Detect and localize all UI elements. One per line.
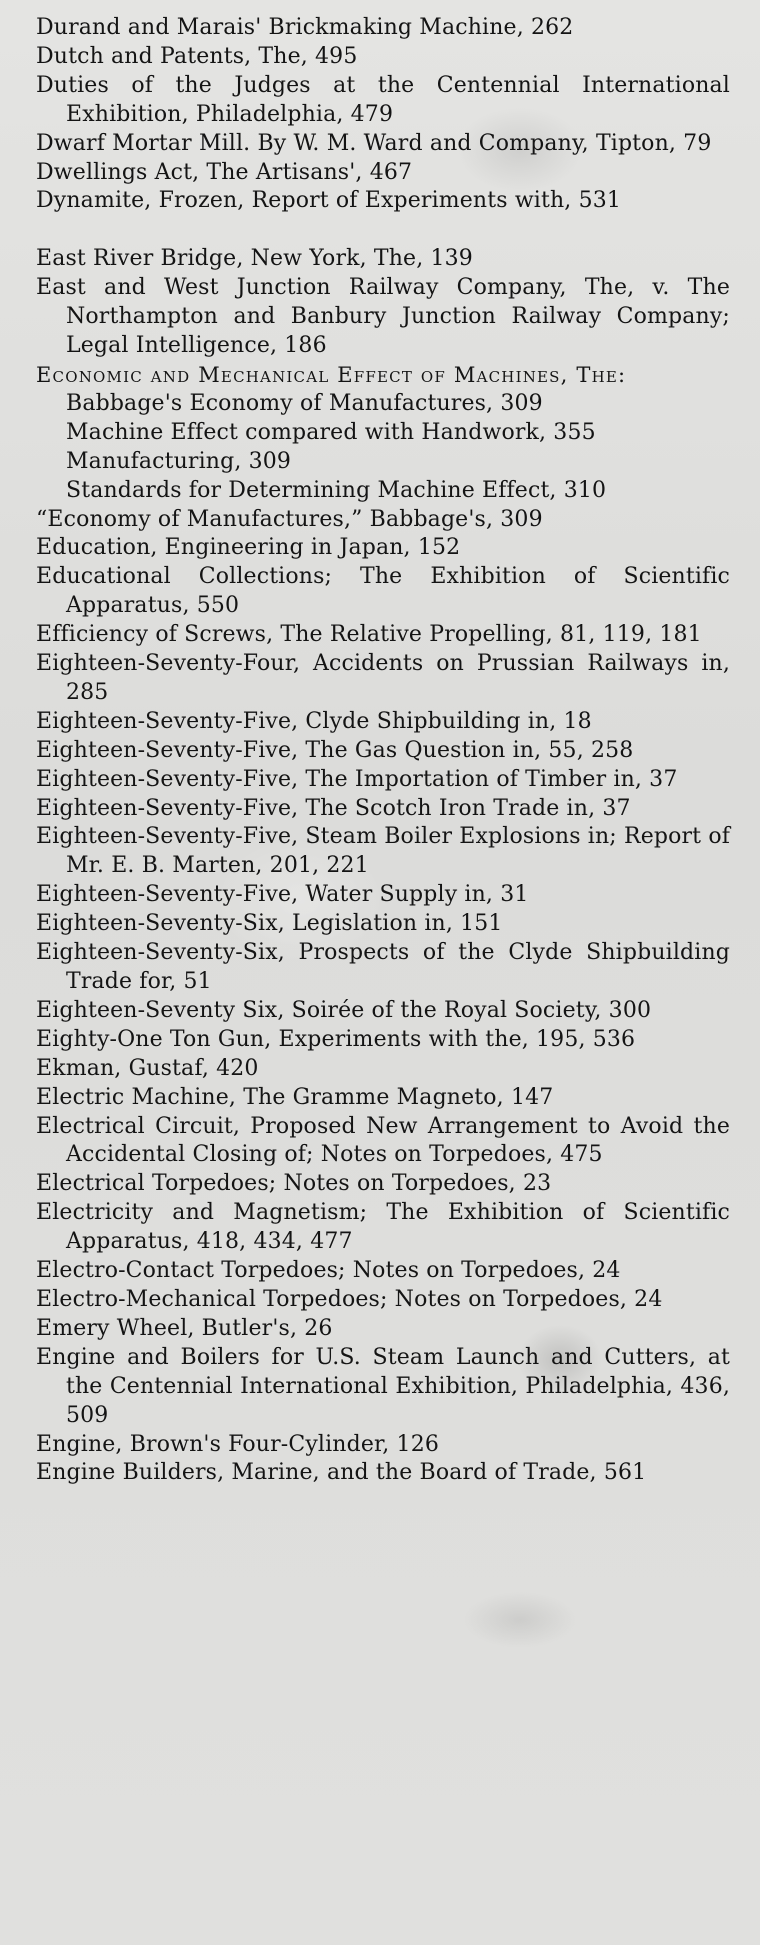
- index-entry: Emery Wheel, Butler's, 26: [36, 1315, 333, 1341]
- index-entry: Eighteen-Seventy-Four, Accidents on Prussian Railways in, 285: [36, 651, 730, 705]
- index-subentry: Standards for Determining Machine Effect, 310: [66, 477, 607, 503]
- index-entry: Eighteen-Seventy-Five, Clyde Shipbuilding in, 18: [36, 708, 592, 734]
- index-entry: Electrical Torpedoes; Notes on Torpedoes, 23: [36, 1171, 552, 1197]
- index-list: [36, 14, 730, 1488]
- index-entry: Efficiency of Screws, The Relative Propelling, 81, 119, 181: [36, 622, 702, 648]
- index-entry: Engine and Boilers for U.S. Steam Launch and Cutters, at the Centennial International Exhibition, Philadelphia, 436, 509: [36, 1344, 730, 1428]
- index-entry: Electrical Circuit, Proposed New Arrangement to Avoid the Accidental Closing of; Notes on Torpedoes, 475: [36, 1113, 730, 1168]
- index-entry: Educational Collections; The Exhibition of Scientific Apparatus, 550: [36, 564, 730, 619]
- index-entry: “Economy of Manufactures,” Babbage's, 309: [36, 506, 543, 532]
- index-entry: Eighteen-Seventy-Five, The Importation of Timber in, 37: [36, 766, 678, 792]
- index-entry: Electro-Contact Torpedoes; Notes on Torpedoes, 24: [36, 1258, 621, 1284]
- index-entry: Duties of the Judges at the Centennial International Exhibition, Philadelphia, 479: [36, 72, 730, 127]
- index-entry: Engine Builders, Marine, and the Board of Trade, 561: [36, 1460, 647, 1486]
- index-heading: Economic and Mechanical Effect of Machines, The:: [36, 362, 627, 387]
- index-entry: Eighteen-Seventy-Six, Prospects of the Clyde Shipbuilding Trade for, 51: [36, 940, 730, 994]
- index-entry: Dutch and Patents, The, 495: [36, 43, 358, 69]
- index-entry: Dwellings Act, The Artisans', 467: [36, 159, 413, 185]
- index-entry: Eighty-One Ton Gun, Experiments with the, 195, 536: [36, 1026, 636, 1052]
- index-entry: Dwarf Mortar Mill. By W. M. Ward and Company, Tipton, 79: [36, 130, 712, 156]
- index-entry: Electric Machine, The Gramme Magneto, 147: [36, 1084, 554, 1110]
- index-entry: Eighteen-Seventy-Five, Steam Boiler Explosions in; Report of Mr. E. B. Marten, 201, 221: [36, 824, 731, 879]
- index-entry: Eighteen-Seventy-Five, The Gas Question in, 55, 258: [36, 737, 634, 763]
- index-subentry: Manufacturing, 309: [66, 448, 292, 474]
- index-entry: Ekman, Gustaf, 420: [36, 1055, 259, 1081]
- index-entry: East River Bridge, New York, The, 139: [36, 246, 473, 272]
- index-entry: Education, Engineering in Japan, 152: [36, 535, 461, 561]
- index-entry: Eighteen-Seventy-Five, Water Supply in, 31: [36, 882, 529, 908]
- index-entry: Eighteen-Seventy Six, Soirée of the Royal Society, 300: [36, 997, 652, 1023]
- index-subentry: Machine Effect compared with Handwork, 355: [66, 419, 596, 445]
- index-entry: Engine, Brown's Four-Cylinder, 126: [36, 1431, 439, 1457]
- section-gap: [36, 216, 730, 245]
- index-entry: Dynamite, Frozen, Report of Experiments with, 531: [36, 188, 622, 214]
- index-entry: East and West Junction Railway Company, The, v. The Northampton and Banbury Junction Railway Company; Legal Intelligence, 186: [36, 275, 730, 359]
- index-entry: Eighteen-Seventy-Six, Legislation in, 151: [36, 911, 503, 937]
- index-entry: Durand and Marais' Brickmaking Machine, 262: [36, 15, 574, 40]
- index-entry: Electricity and Magnetism; The Exhibition of Scientific Apparatus, 418, 434, 477: [36, 1200, 730, 1255]
- index-entry: Eighteen-Seventy-Five, The Scotch Iron Trade in, 37: [36, 795, 631, 821]
- index-subentry: Babbage's Economy of Manufactures, 309: [66, 390, 543, 416]
- index-entry: Electro-Mechanical Torpedoes; Notes on Torpedoes, 24: [36, 1286, 663, 1312]
